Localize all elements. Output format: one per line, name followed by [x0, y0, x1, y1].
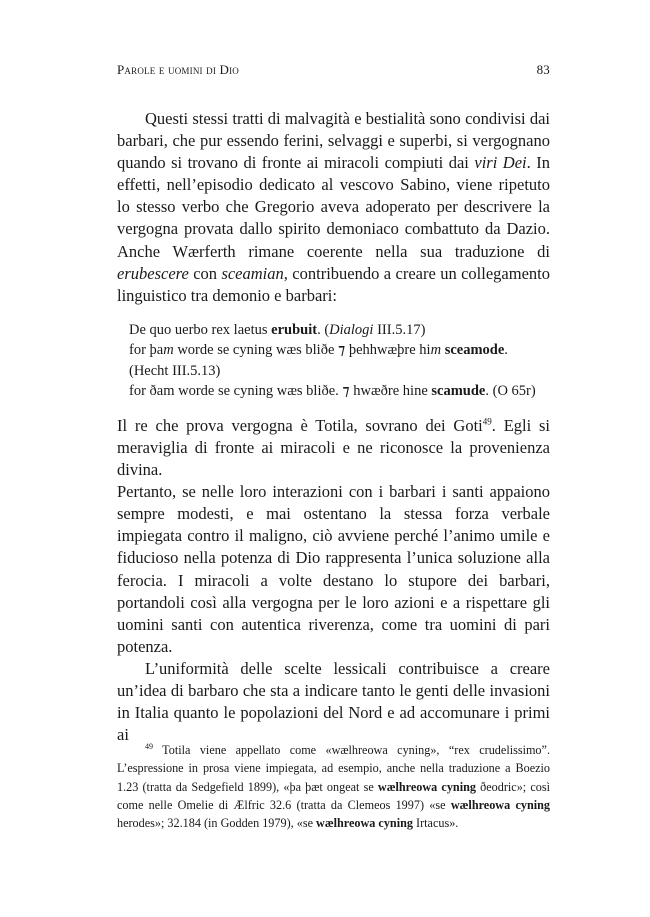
keyword-waelhreowa-cyning: wælhreowa cyning [316, 816, 413, 831]
text-run: . In effetti, nell’episodio dedicato al vescovo Sabino, viene ripetuto lo stesso verbo che Gregorio aveva adoperato per descrivere la vergogna provata dallo spirito demoniaco combattuto da Dazio. Anche Wærferth rimane coerente nella sua traduzione di [117, 153, 550, 261]
text-run: Il re che prova vergogna è Totila, sovrano dei Goti [117, 415, 483, 435]
latin-term-erubescere: erubescere [117, 263, 189, 283]
expanded-letter: m [430, 342, 442, 359]
page-number: 83 [536, 62, 550, 77]
quote-o-manuscript [129, 381, 550, 402]
text-run: worde se cyning wæs bliðe ⁊ þehhwæþre hi [173, 342, 431, 359]
keyword-waelhreowa-cyning: wælhreowa cyning [450, 797, 550, 812]
footnote-text [117, 741, 550, 832]
text-run: ðeodric»; così come nelle Omelie di Ælfric 32.6 (tratta da Clemeos 1997) «se [117, 779, 550, 812]
quote-hecht [129, 340, 550, 381]
text-run: , contribuendo a creare un collegamento linguistico tra demonio e barbari: [117, 263, 550, 305]
footnote-marker: 49 [145, 741, 153, 751]
paragraph-1 [117, 108, 550, 307]
text-run: . (O 65r) [485, 383, 536, 400]
text-run: con [188, 263, 222, 283]
footnote-reference: 49 [482, 416, 492, 427]
quote-latin [129, 320, 550, 341]
text-run: Totila viene appellato come «wælhreowa cyning», “rex crudelissimo”. L’espressione in prosa viene impiegata, ad esempio, anche nella traduzione a Boezio 1.23 (tratta da Sedgefield 1899), «þa þæt ongeat se [117, 743, 550, 794]
paragraph-3: Pertanto, se nelle loro interazioni con i barbari i santi appaiono sempre modesti, e mai ostentano la stessa forza verbale impiegata contro il maligno, ciò avviene perché l’animo umile e fiducioso nella potenza di Dio rappresenta l’unica soluzione alla ferocia. I miracoli a volte destano lo stupore dei barbari, portandoli così alla vergogna per le loro azioni e a rispettare gli uomini santi con autentica riverenza, come tra uomini di pari potenza. [117, 482, 550, 656]
paragraph-2 [117, 415, 550, 481]
running-head-title: Parole e uomini di Dio [117, 62, 240, 77]
text-run: . ( [317, 321, 330, 338]
text-run: herodes»; 32.184 (in Godden 1979), «se [117, 816, 317, 831]
quotation-block [129, 320, 550, 402]
paragraph-4: L’uniformità delle scelte lessicali contribuisce a creare un’idea di barbaro che sta a indicare tanto le genti delle invasioni in Italia quanto le popolazioni del Nord e ad accomunare i primi ai [117, 658, 550, 745]
text-run: De quo uerbo rex laetus [129, 321, 272, 338]
text-run: Questi stessi tratti di malvagità e bestialità sono condivisi dai barbari, che pur essendo ferini, selvaggi e superbi, si vergognano quando si trovano di fronte ai miracoli compiuti dai [117, 109, 550, 173]
old-english-term-sceamian: sceamian [221, 263, 284, 283]
keyword-erubuit: erubuit [271, 321, 318, 338]
text-run: . (Hecht III.5.13) [129, 342, 508, 379]
keyword-scamude: scamude [431, 383, 486, 400]
text-run: for ðam worde se cyning wæs bliðe. ⁊ hwæðre hine [129, 383, 432, 400]
latin-term-viri-dei: viri Dei [474, 153, 527, 173]
keyword-sceamode: sceamode [444, 342, 505, 359]
keyword-waelhreowa-cyning: wælhreowa cyning [377, 779, 476, 794]
source-dialogi: Dialogi [329, 321, 374, 338]
text-run: . Egli si meraviglia di fronte ai miracoli e ne riconosce la provenienza divina. [117, 415, 550, 480]
text-run: III.5.17) [373, 321, 426, 338]
main-text [117, 108, 550, 746]
running-head [117, 62, 550, 78]
text-run: Irtacus». [412, 816, 459, 831]
text-run: for þa [129, 342, 164, 359]
footnote-49 [117, 741, 550, 832]
expanded-letter: m [163, 342, 174, 359]
